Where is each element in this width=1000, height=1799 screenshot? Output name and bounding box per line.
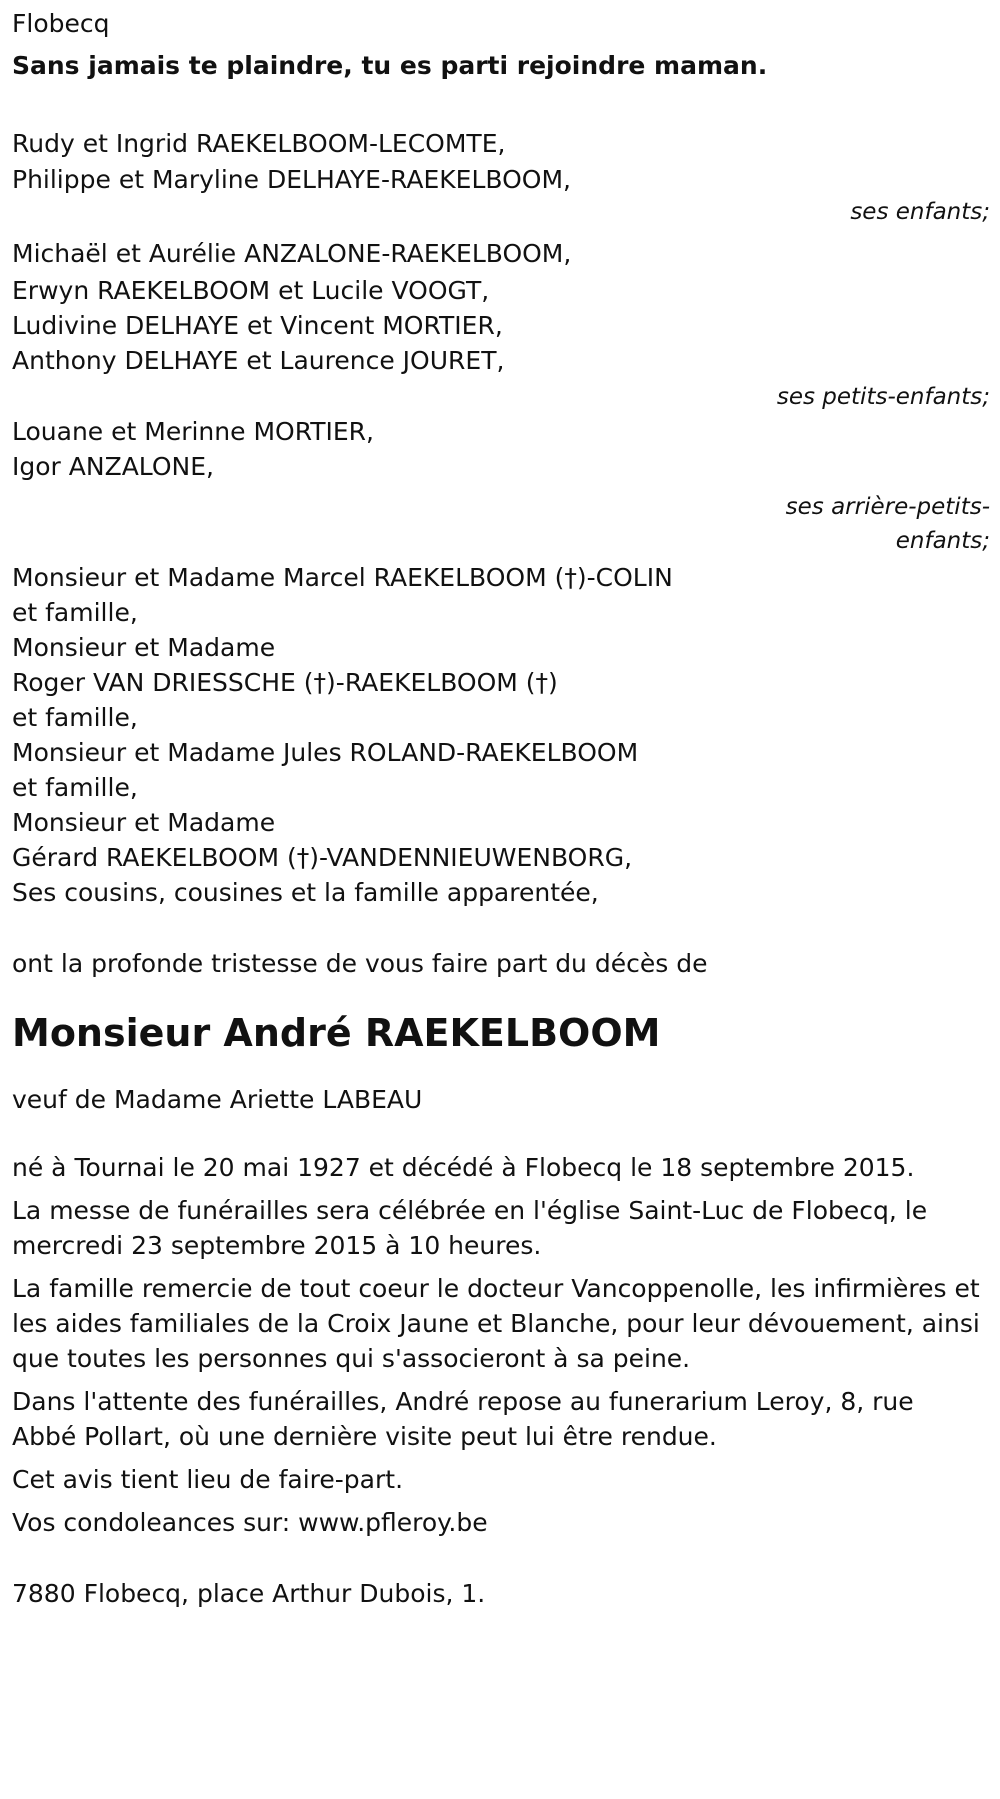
family-line: Monsieur et Madame Jules ROLAND-RAEKELBOOM [12, 738, 639, 767]
grandchild-line: Erwyn RAEKELBOOM et Lucile VOOGT, [12, 276, 490, 305]
grandchild-line: Anthony DELHAYE et Laurence JOURET, [12, 346, 505, 375]
child-line: Philippe et Maryline DELHAYE-RAEKELBOOM, [12, 165, 571, 194]
epitaph: Sans jamais te plaindre, tu es parti rejoindre maman. [12, 51, 768, 80]
family-line: et famille, [12, 598, 138, 627]
family-line: Ses cousins, cousines et la famille apparentée, [12, 878, 599, 907]
family-line: et famille, [12, 773, 138, 802]
family-line: et famille, [12, 703, 138, 732]
place: Flobecq [12, 9, 110, 38]
family-block [12, 560, 988, 910]
funerarium-paragraph: Dans l'attente des funérailles, André repose au funerarium Leroy, 8, rue Abbé Pollart, où une dernière visite peut lui être rendue. [12, 1387, 914, 1451]
child-line: Rudy et Ingrid RAEKELBOOM-LECOMTE, [12, 129, 506, 158]
role-great-grandchildren-2: enfants; [895, 528, 990, 554]
widower-of: veuf de Madame Ariette LABEAU [12, 1085, 423, 1114]
role-great-grandchildren-1: ses arrière-petits- [785, 494, 990, 520]
role-children: ses enfants; [850, 199, 990, 225]
birth-death-paragraph: né à Tournai le 20 mai 1927 et décédé à Flobecq le 18 septembre 2015. [12, 1153, 915, 1182]
funeral-mass-paragraph: La messe de funérailles sera célébrée en l'église Saint-Luc de Flobecq, le mercredi 23 septembre 2015 à 10 heures. [12, 1196, 928, 1260]
address: 7880 Flobecq, place Arthur Dubois, 1. [12, 1579, 486, 1608]
grandchild-line: Michaël et Aurélie ANZALONE-RAEKELBOOM, [12, 239, 572, 268]
details-block [12, 1150, 988, 1540]
grandchildren-block [12, 234, 988, 416]
role-grandchildren: ses petits-enfants; [776, 384, 990, 410]
great-grandchild-line: Igor ANZALONE, [12, 452, 214, 481]
grandchild-line: Ludivine DELHAYE et Vincent MORTIER, [12, 311, 503, 340]
condolences-paragraph: Vos condoleances sur: www.pfleroy.be [12, 1508, 488, 1537]
family-line: Monsieur et Madame [12, 808, 276, 837]
announcement: ont la profonde tristesse de vous faire part du décès de [12, 949, 708, 978]
family-line: Gérard RAEKELBOOM (†)-VANDENNIEUWENBORG, [12, 843, 633, 872]
great-grandchildren-block [12, 414, 988, 558]
great-grandchild-line: Louane et Merinne MORTIER, [12, 417, 374, 446]
obituary-notice [0, 4, 1000, 1799]
deceased-name: Monsieur André RAEKELBOOM [12, 1011, 661, 1055]
family-line: Monsieur et Madame Marcel RAEKELBOOM (†)-COLIN [12, 563, 673, 592]
thanks-paragraph: La famille remercie de tout coeur le docteur Vancoppenolle, les infirmières et les aides familiales de la Croix Jaune et Blanche, pour leur dévouement, ainsi que toutes les personnes qui s'associeront à sa peine. [12, 1274, 980, 1373]
family-line: Roger VAN DRIESSCHE (†)-RAEKELBOOM (†) [12, 668, 558, 697]
notice-paragraph: Cet avis tient lieu de faire-part. [12, 1465, 404, 1494]
children-block [12, 124, 988, 228]
family-line: Monsieur et Madame [12, 633, 276, 662]
